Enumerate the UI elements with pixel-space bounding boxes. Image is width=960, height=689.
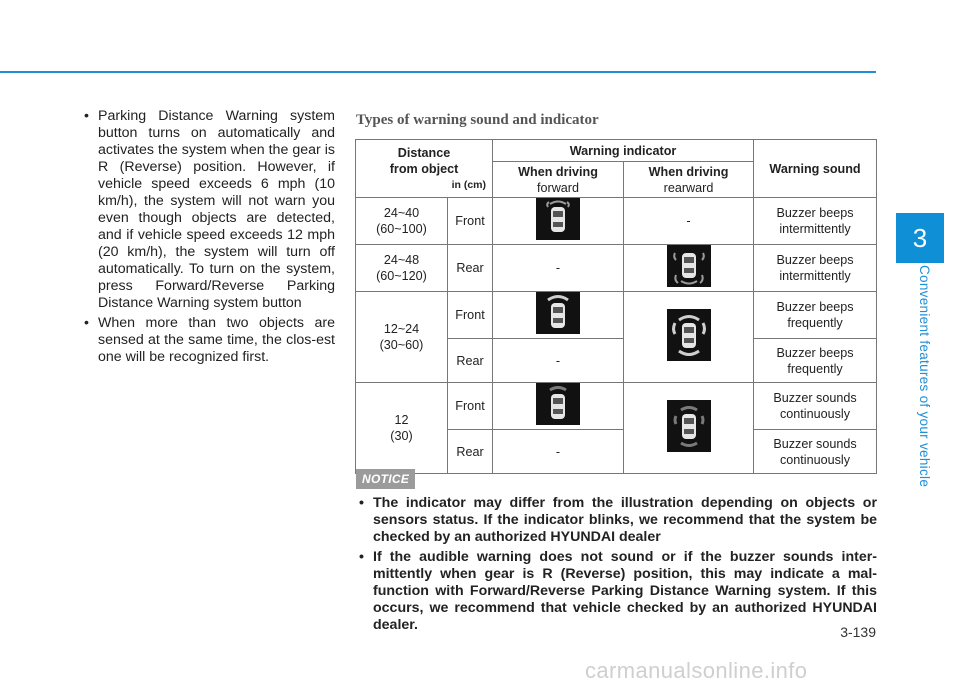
forward-indicator-cell: - (493, 430, 624, 474)
all-sensor-car-icon (667, 400, 711, 452)
notice-bullet: • If the audible warning does not sound or if the buzzer sounds inter-mittently when gear is R (Reverse) position, this may indicate a mal-function with Forward/Reverse Parking Distance Warning system. If this occurs, we recommend that vehicle checked by an authorized HYUNDAI dealer. (356, 549, 877, 634)
position-cell: Front (448, 383, 493, 430)
rear-sensor-car-icon (667, 245, 711, 287)
watermark: carmanualsonline.info (585, 658, 808, 683)
forward-indicator-cell (493, 292, 624, 339)
intro-text (81, 108, 335, 369)
header-driving-forward: When driving forward (493, 162, 624, 198)
header-driving-rearward: When driving rearward (624, 162, 754, 198)
forward-indicator-cell (493, 198, 624, 245)
rear-indicator-cell (624, 292, 754, 383)
page-number: 3-139 (840, 624, 876, 640)
distance-cell: 12 (30) (356, 383, 448, 474)
rear-indicator-cell: - (624, 198, 754, 245)
rear-indicator-cell (624, 245, 754, 292)
header-rule (0, 71, 876, 73)
sound-cell: Buzzer sounds continuously (754, 383, 877, 430)
chapter-title: Convenient features of your vehicle (917, 265, 932, 488)
distance-cell: 12~24 (30~60) (356, 292, 448, 383)
forward-indicator-cell: - (493, 245, 624, 292)
header-distance: Distance from object in (cm) (356, 140, 493, 198)
rear-indicator-cell (624, 383, 754, 474)
position-cell: Front (448, 292, 493, 339)
section-title: Types of warning sound and indicator (356, 112, 599, 128)
intro-bullet: • When more than two objects are sensed at the same time, the clos-est one will be recognized first. (81, 315, 335, 366)
forward-indicator-cell: - (493, 339, 624, 383)
sound-cell: Buzzer beeps intermittently (754, 245, 877, 292)
sound-cell: Buzzer sounds continuously (754, 430, 877, 474)
front-sensor-car-icon (536, 292, 580, 334)
intro-bullet: • Parking Distance Warning system button turns on automatically and activates the system when the gear is R (Reverse) position. However, if vehicle speed exceeds 6 mph (10 km/h), the system will not warn you even though objects are detected, and if vehicle speed exceeds 12 mph (20 km/h), the system will turn off automatically. To turn on the system, press Forward/Reverse Parking Distance Warning system button (81, 108, 335, 312)
sound-cell: Buzzer beeps frequently (754, 292, 877, 339)
notice-label: NOTICE (356, 469, 415, 489)
position-cell: Front (448, 198, 493, 245)
sound-cell: Buzzer beeps intermittently (754, 198, 877, 245)
warning-table (355, 139, 877, 474)
all-sensor-car-icon (667, 309, 711, 361)
distance-cell: 24~48 (60~120) (356, 245, 448, 292)
front-sensor-car-icon (536, 198, 580, 240)
notice-text (356, 495, 877, 637)
position-cell: Rear (448, 339, 493, 383)
notice-bullet: • The indicator may differ from the illustration depending on objects or sensors status. If the indicator blinks, we recommend that the system be checked by an authorized HYUNDAI dealer (356, 495, 877, 546)
front-sensor-car-icon (536, 383, 580, 425)
chapter-number-tab: 3 (896, 213, 944, 263)
header-warning-sound: Warning sound (754, 140, 877, 198)
sound-cell: Buzzer beeps frequently (754, 339, 877, 383)
header-warning-indicator: Warning indicator (493, 140, 754, 162)
position-cell: Rear (448, 430, 493, 474)
distance-cell: 24~40 (60~100) (356, 198, 448, 245)
position-cell: Rear (448, 245, 493, 292)
forward-indicator-cell (493, 383, 624, 430)
